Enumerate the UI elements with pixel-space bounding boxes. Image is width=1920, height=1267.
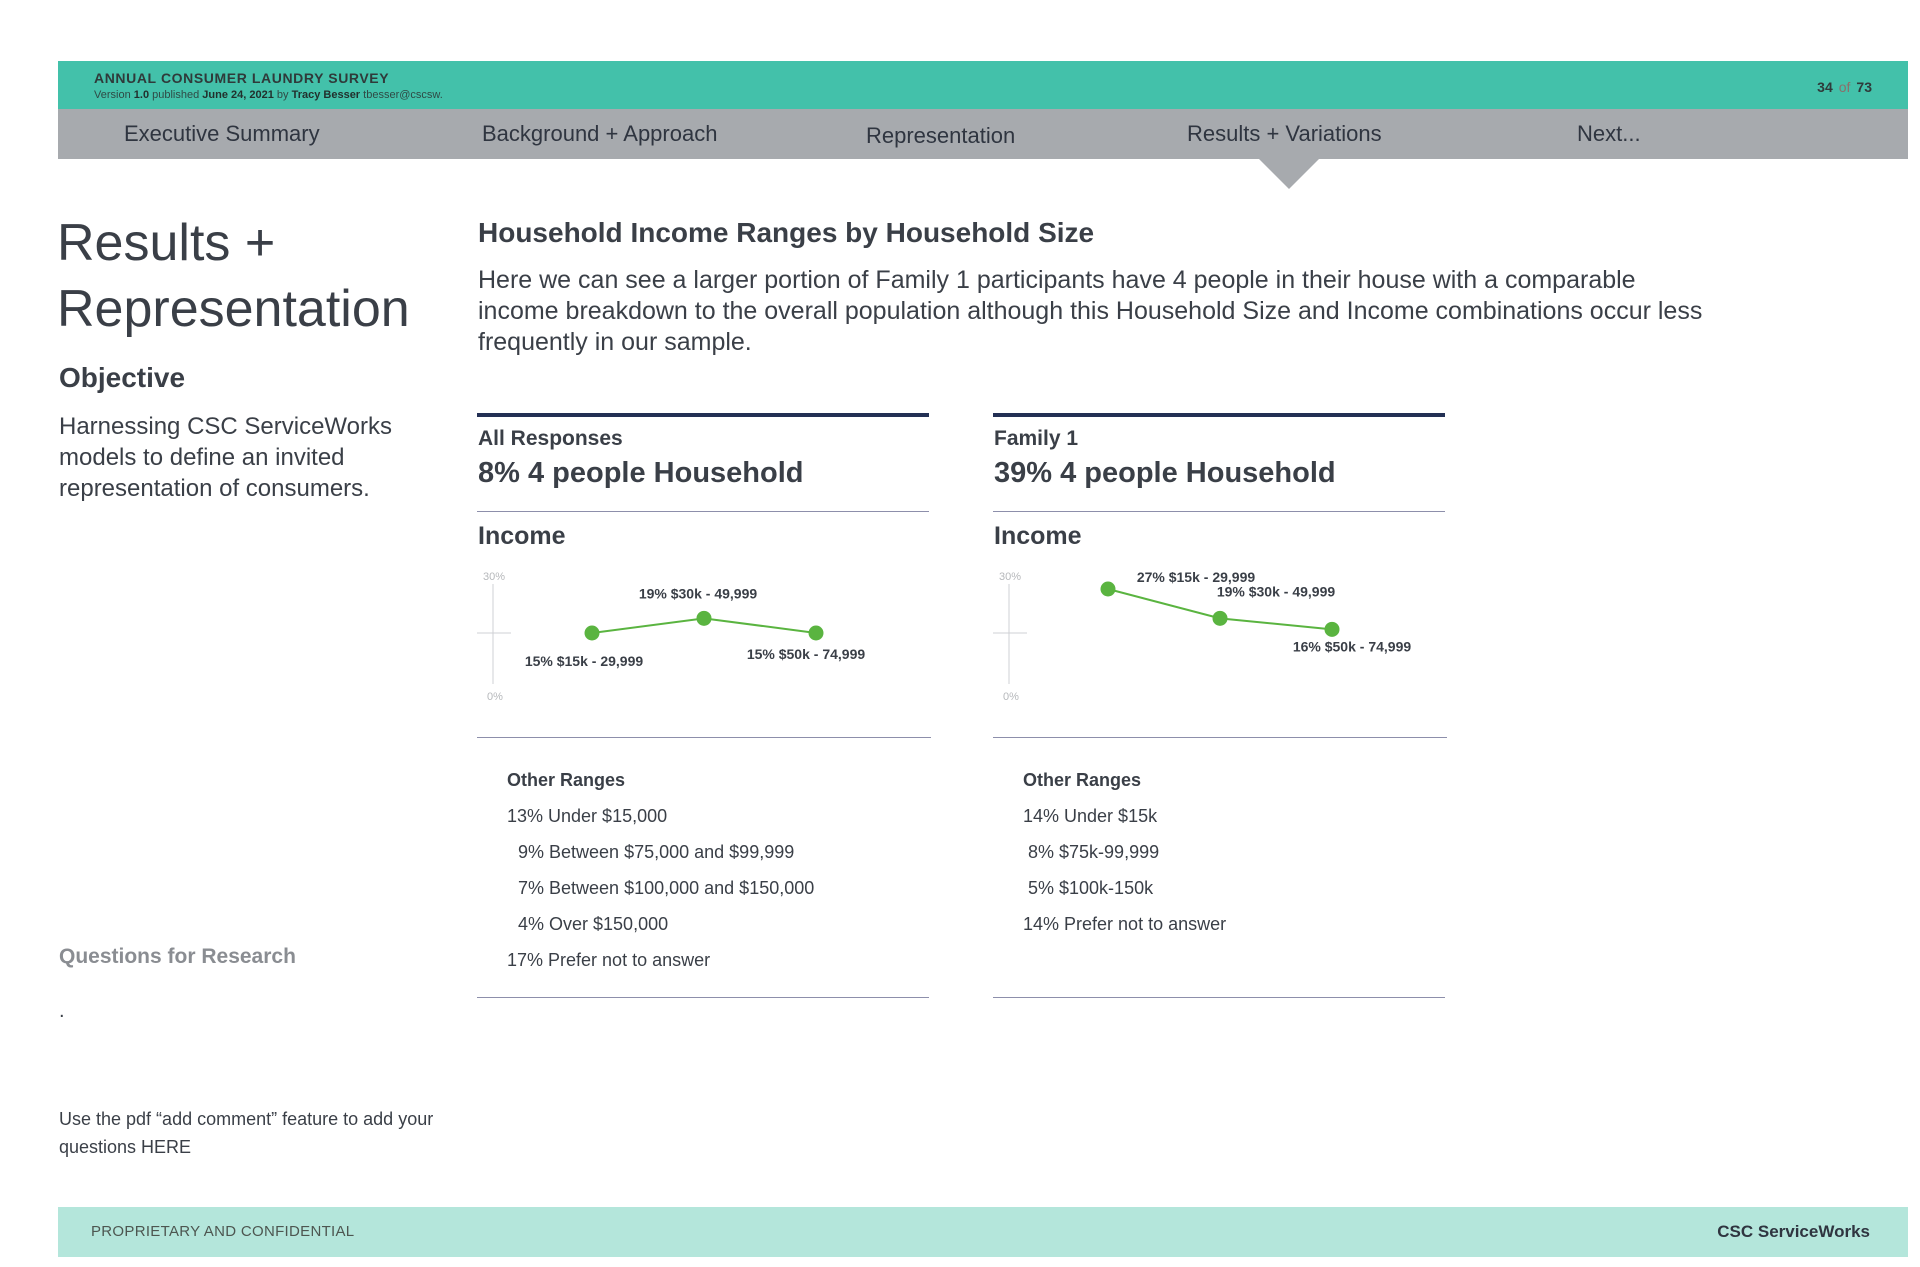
section-nav bbox=[58, 109, 1908, 159]
other-range-item: 4% Over $150,000 bbox=[518, 914, 669, 934]
other-range-item: 5% $100k-150k bbox=[1028, 878, 1154, 898]
data-point bbox=[585, 626, 600, 641]
group-headline: 39% 4 people Household bbox=[994, 457, 1336, 489]
nav-tab-executive-summary[interactable]: Executive Summary bbox=[124, 121, 320, 146]
objective-text: Harnessing CSC ServiceWorks models to define an invited representation of consumers. bbox=[59, 413, 392, 502]
page-of-label: of bbox=[1838, 79, 1851, 95]
divider bbox=[993, 737, 1447, 738]
comment-note: Use the pdf “add comment” feature to add your questions HERE bbox=[59, 1109, 434, 1157]
brand-name: CSC ServiceWorks bbox=[1717, 1222, 1870, 1241]
questions-placeholder: . bbox=[59, 1000, 65, 1022]
data-label: 19% $30k - 49,999 bbox=[638, 585, 758, 602]
panel-top-rule bbox=[477, 413, 929, 417]
version-number: 1.0 bbox=[133, 89, 150, 101]
other-range-item: 8% $75k-99,999 bbox=[1028, 842, 1160, 862]
page-counter bbox=[1817, 79, 1872, 95]
active-tab-pointer bbox=[1259, 159, 1319, 189]
other-range-item: 14% Under $15k bbox=[1023, 806, 1158, 826]
nav-tab-representation[interactable]: Representation bbox=[866, 123, 1016, 148]
footer-band bbox=[58, 1207, 1908, 1257]
nav-tab-background-approach[interactable]: Background + Approach bbox=[482, 121, 718, 146]
nav-tab-results-variations[interactable]: Results + Variations bbox=[1187, 121, 1382, 146]
page-title-line1: Results + bbox=[57, 214, 276, 272]
version-prefix: Version bbox=[94, 89, 131, 101]
confidential-notice: PROPRIETARY AND CONFIDENTIAL bbox=[91, 1223, 355, 1240]
group-headline: 8% 4 people Household bbox=[478, 457, 804, 489]
nav-tab-next[interactable]: Next... bbox=[1577, 121, 1641, 146]
other-range-item: 7% Between $100,000 and $150,000 bbox=[518, 878, 815, 898]
data-point bbox=[1101, 582, 1116, 597]
data-label: 15% $50k - 74,999 bbox=[746, 646, 866, 662]
y-tick-label: 0% bbox=[487, 691, 503, 703]
panel-family-1 bbox=[993, 413, 1445, 998]
version-line bbox=[94, 89, 443, 101]
page-total: 73 bbox=[1856, 79, 1872, 95]
page-title-line2: Representation bbox=[57, 280, 410, 338]
group-label: Family 1 bbox=[994, 427, 1079, 450]
group-label: All Responses bbox=[478, 427, 623, 450]
panel-top-rule bbox=[993, 413, 1445, 417]
income-chart-family-1 bbox=[993, 558, 1453, 718]
data-label: 15% $15k - 29,999 bbox=[524, 653, 644, 669]
divider bbox=[477, 511, 929, 512]
divider bbox=[477, 997, 929, 998]
data-point bbox=[1213, 611, 1228, 626]
main-intro: Here we can see a larger portion of Family 1 participants have 4 people in their house with a comparable income breakdown to the overall population although this Household Size and Income combinations occur less frequently in our sample. bbox=[478, 266, 1703, 356]
questions-heading: Questions for Research bbox=[59, 945, 296, 968]
y-tick-label: 30% bbox=[999, 571, 1022, 583]
data-label: 27% $15k - 29,999 bbox=[1136, 569, 1256, 585]
income-label: Income bbox=[478, 522, 566, 550]
main-heading: Household Income Ranges by Household Size bbox=[478, 217, 1095, 248]
data-point bbox=[697, 611, 712, 626]
objective-heading: Objective bbox=[59, 362, 186, 393]
publish-date: June 24, 2021 bbox=[202, 89, 274, 101]
data-label: 19% $30k - 49,999 bbox=[1216, 583, 1336, 600]
y-tick-label: 0% bbox=[1003, 691, 1019, 703]
header-band bbox=[58, 61, 1908, 109]
by-label: by bbox=[276, 89, 289, 101]
page-current: 34 bbox=[1817, 79, 1833, 95]
panel-all-responses bbox=[477, 413, 929, 998]
data-point bbox=[1325, 622, 1340, 637]
income-chart-all-responses bbox=[477, 558, 937, 718]
survey-title: ANNUAL CONSUMER LAUNDRY SURVEY bbox=[94, 70, 390, 86]
income-label: Income bbox=[994, 522, 1082, 550]
author-email[interactable]: tbesser@cscsw. bbox=[363, 89, 443, 101]
y-tick-label: 30% bbox=[483, 571, 506, 583]
other-ranges-heading: Other Ranges bbox=[1023, 770, 1142, 790]
other-ranges-heading: Other Ranges bbox=[507, 770, 626, 790]
author-name: Tracy Besser bbox=[291, 89, 361, 101]
other-range-item: 9% Between $75,000 and $99,999 bbox=[518, 842, 795, 862]
other-range-item: 14% Prefer not to answer bbox=[1023, 914, 1227, 934]
other-range-item: 13% Under $15,000 bbox=[507, 806, 668, 826]
divider bbox=[993, 997, 1445, 998]
other-range-item: 17% Prefer not to answer bbox=[507, 950, 711, 970]
divider bbox=[477, 737, 931, 738]
data-label: 16% $50k - 74,999 bbox=[1292, 638, 1412, 655]
page-title bbox=[57, 210, 410, 342]
divider bbox=[993, 511, 1445, 512]
data-point bbox=[809, 626, 824, 641]
published-label: published bbox=[152, 89, 200, 101]
